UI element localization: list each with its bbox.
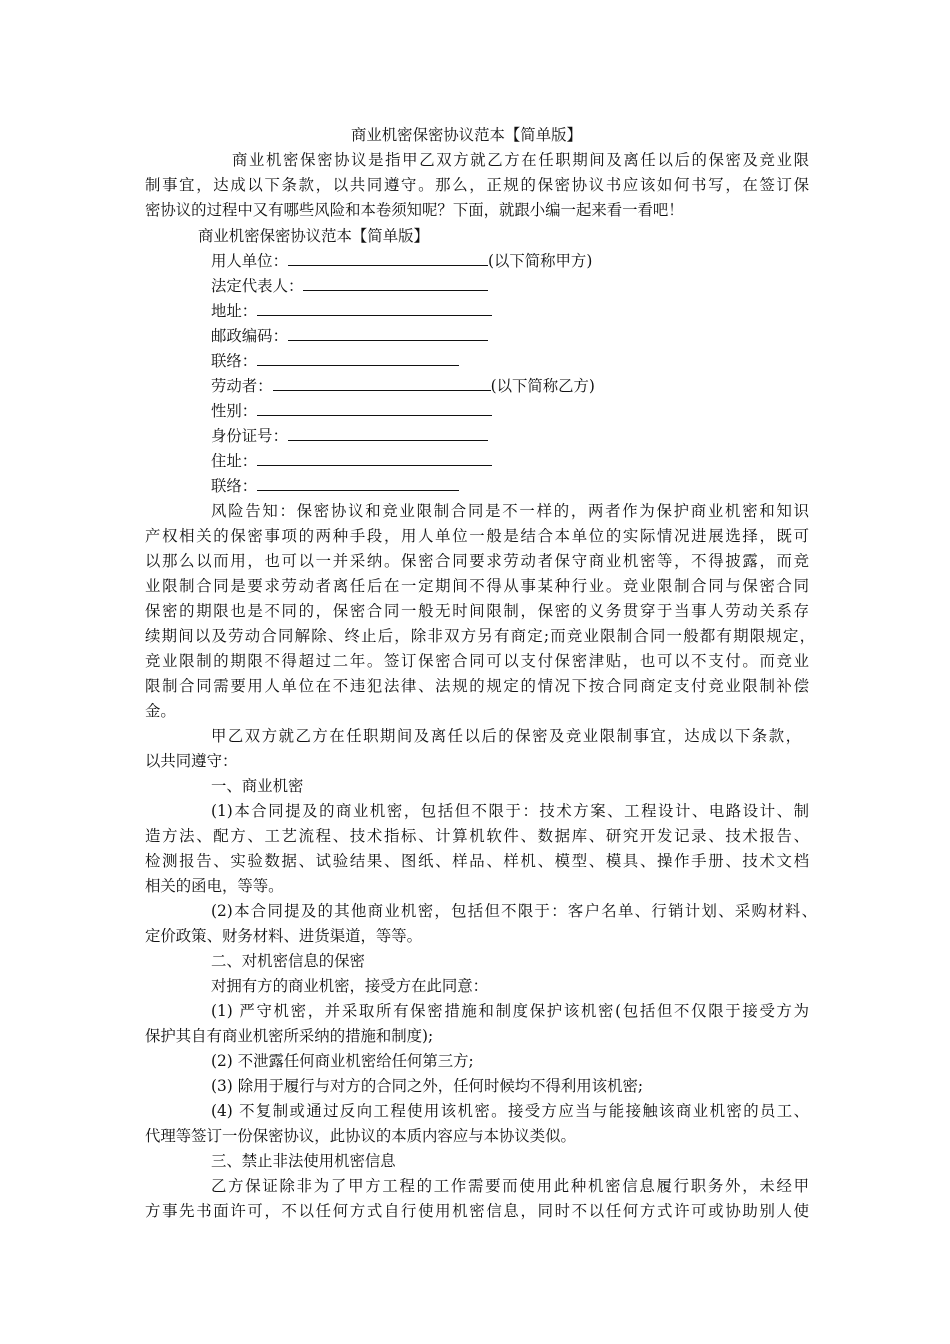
agree-line-2: 以共同遵守： bbox=[145, 752, 238, 770]
sec2-item2: (2) 不泄露任何商业机密给任何第三方; bbox=[211, 1052, 474, 1070]
risk-line-2: 产权相关的保密事项的两种手段，用人单位一般是结合本单位的实际情况进展选择，既可 bbox=[145, 527, 809, 545]
blank-line bbox=[257, 299, 492, 316]
sec1-p1-line-4: 相关的函电，等等。 bbox=[145, 877, 284, 895]
blank-line bbox=[257, 349, 459, 366]
intro-line-3: 密协议的过程中又有哪些风险和本卷须知呢？下面，就跟小编一起来看一看吧！ bbox=[145, 201, 684, 219]
agree-line-1: 甲乙双方就乙方在任职期间及离任以后的保密及竞业限制事宜，达成以下条款， bbox=[211, 727, 801, 745]
blank-line bbox=[257, 399, 492, 416]
sec2-item1-line-2: 保护其自有商业机密所采纳的措施和制度); bbox=[145, 1027, 434, 1045]
field-label: 劳动者： bbox=[211, 377, 273, 395]
risk-line-3: 以那么以而用，也可以一并采纳。保密合同要求劳动者保守商业机密等，不得披露，而竞 bbox=[145, 552, 809, 570]
field-label: 住址： bbox=[211, 452, 258, 470]
field-label: 性别： bbox=[211, 402, 258, 420]
field-legal-rep bbox=[211, 274, 488, 299]
field-suffix: (以下简称甲方) bbox=[487, 252, 593, 270]
field-address bbox=[211, 299, 492, 324]
field-label: 地址： bbox=[211, 302, 258, 320]
risk-line-1: 风险告知：保密协议和竞业限制合同是不一样的，两者作为保护商业机密和知识 bbox=[211, 502, 809, 520]
blank-line bbox=[288, 324, 488, 341]
blank-line bbox=[303, 274, 488, 291]
risk-line-4: 业限制合同是要求劳动者离任后在一定期间不得从事某种行业。竞业限制合同与保密合同 bbox=[145, 577, 809, 595]
risk-line-6: 续期间以及劳动合同解除、终止后，除非双方另有商定;而竞业限制合同一般都有期限规定， bbox=[145, 627, 815, 645]
document-title: 商业机密保密协议范本【简单版】 bbox=[351, 126, 582, 144]
sec2-item4-line-1: (4) 不复制或通过反向工程使用该机密。接受方应当与能接触该商业机密的员工、 bbox=[211, 1102, 809, 1120]
intro-line-1: 商业机密保密协议是指甲乙双方就乙方在任职期间及离任以后的保密及竞业限 bbox=[232, 151, 809, 169]
sec1-p2-line-2: 定价政策、财务材料、进货渠道，等等。 bbox=[145, 927, 423, 945]
field-suffix: (以下简称乙方) bbox=[490, 377, 595, 395]
risk-line-7: 竞业限制的期限不得超过二年。签订保密合同可以支付保密津贴，也可以不支付。而竞业 bbox=[145, 652, 809, 670]
field-gender bbox=[211, 399, 492, 424]
field-contact-1 bbox=[211, 349, 459, 374]
blank-line bbox=[288, 249, 488, 266]
sec2-lead: 对拥有方的商业机密，接受方在此同意： bbox=[211, 977, 489, 995]
sec2-item4-line-2: 代理等签订一份保密协议，此协议的本质内容应与本协议类似。 bbox=[145, 1127, 576, 1145]
field-employer bbox=[211, 249, 592, 274]
risk-line-9: 金。 bbox=[145, 702, 176, 720]
section-1-title: 一、商业机密 bbox=[211, 777, 304, 795]
sec1-p1-line-2: 造方法、配方、工艺流程、技术指标、计算机软件、数据库、研究开发记录、技术报告、 bbox=[145, 827, 809, 845]
risk-line-5: 保密的期限也是不同的，保密合同一般无时间限制，保密的义务贯穿于当事人劳动关系存 bbox=[145, 602, 809, 620]
sec1-p2-line-1: (2)本合同提及的其他商业机密，包括但不限于：客户名单、行销计划、采购材料、 bbox=[211, 902, 817, 920]
field-residence bbox=[211, 449, 492, 474]
field-label: 联络： bbox=[211, 352, 258, 370]
blank-line bbox=[257, 474, 459, 491]
blank-line bbox=[288, 424, 488, 441]
section-3-title: 三、禁止非法使用机密信息 bbox=[211, 1152, 396, 1170]
field-label: 联络： bbox=[211, 477, 258, 495]
field-label: 身份证号： bbox=[211, 427, 288, 445]
field-id-number bbox=[211, 424, 488, 449]
intro-line-2: 制事宜，达成以下条款，以共同遵守。那么，正规的保密协议书应该如何书写，在签订保 bbox=[145, 176, 809, 194]
section-2-title: 二、对机密信息的保密 bbox=[211, 952, 365, 970]
blank-line bbox=[257, 449, 492, 466]
field-postcode bbox=[211, 324, 488, 349]
subtitle: 商业机密保密协议范本【简单版】 bbox=[198, 227, 429, 245]
field-contact-2 bbox=[211, 474, 459, 499]
sec3-line-1: 乙方保证除非为了甲方工程的工作需要而使用此种机密信息履行职务外，未经甲 bbox=[211, 1177, 809, 1195]
sec3-line-2: 方事先书面许可，不以任何方式自行使用机密信息，同时不以任何方式许可或协助别人使 bbox=[145, 1202, 809, 1220]
field-label: 用人单位： bbox=[211, 252, 288, 270]
field-label: 法定代表人： bbox=[211, 277, 304, 295]
sec1-p1-line-3: 检测报告、实验数据、试验结果、图纸、样品、样机、模型、模具、操作手册、技术文档 bbox=[145, 852, 809, 870]
blank-line bbox=[273, 374, 491, 391]
field-label: 邮政编码： bbox=[211, 327, 288, 345]
sec2-item1-line-1: (1) 严守机密，并采取所有保密措施和制度保护该机密(包括但不仅限于接受方为 bbox=[211, 1002, 809, 1020]
field-worker bbox=[211, 374, 595, 399]
sec1-p1-line-1: (1)本合同提及的商业机密，包括但不限于：技术方案、工程设计、电路设计、制 bbox=[211, 802, 809, 820]
risk-line-8: 限制合同需要用人单位在不违犯法律、法规的规定的情况下按合同商定支付竞业限制补偿 bbox=[145, 677, 809, 695]
sec2-item3: (3) 除用于履行与对方的合同之外，任何时候均不得利用该机密; bbox=[211, 1077, 644, 1095]
